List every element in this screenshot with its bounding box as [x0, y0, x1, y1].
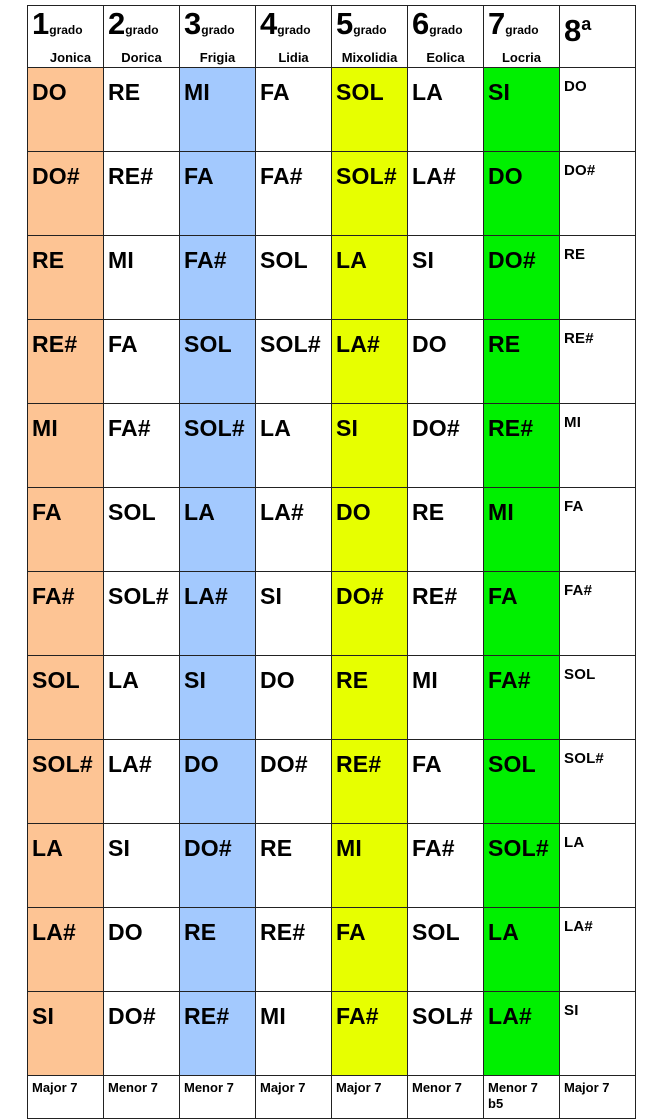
note-label: FA [564, 498, 584, 515]
note-cell [332, 992, 408, 1076]
note-label: FA [184, 163, 214, 189]
chord-quality-label: Major 7 [336, 1080, 382, 1095]
mode-name: Dorica [121, 50, 162, 65]
note-label: MI [32, 415, 58, 441]
note-cell [332, 740, 408, 824]
note-cell [28, 908, 104, 992]
note-label: RE [336, 667, 369, 693]
note-label: DO# [488, 247, 536, 273]
note-cell [180, 152, 256, 236]
mode-name: Locria [501, 50, 541, 65]
chord-quality-row [28, 1076, 636, 1119]
note-cell [484, 656, 560, 740]
note-cell [28, 572, 104, 656]
note-label: MI [488, 499, 514, 525]
chord-quality-label: Menor 7 [108, 1080, 158, 1095]
note-label: LA [488, 919, 520, 945]
chord-quality-cell [104, 1076, 180, 1119]
note-cell [408, 572, 484, 656]
note-row [28, 992, 636, 1076]
note-label: SOL# [488, 835, 549, 861]
note-label: RE# [336, 751, 382, 777]
note-label: FA# [412, 835, 455, 861]
note-cell [484, 68, 560, 152]
note-label: RE# [260, 919, 306, 945]
note-cell [256, 320, 332, 404]
note-label: DO# [260, 751, 308, 777]
note-cell [408, 320, 484, 404]
note-label: RE [412, 499, 445, 525]
note-label: DO [412, 331, 447, 357]
note-cell [484, 992, 560, 1076]
note-label: RE [184, 919, 217, 945]
note-label: SOL [488, 751, 536, 777]
note-cell [560, 236, 636, 320]
mode-name: Frigia [199, 50, 236, 65]
note-cell [104, 656, 180, 740]
note-cell [256, 824, 332, 908]
note-label: DO [184, 751, 219, 777]
note-label: FA [108, 331, 138, 357]
note-label: SI [336, 415, 359, 441]
note-label: RE [108, 79, 141, 105]
note-cell [408, 488, 484, 572]
note-label: SOL [564, 666, 596, 683]
note-cell [104, 236, 180, 320]
degree-number: 6grado [412, 6, 463, 41]
header-cell-degree-4 [256, 6, 332, 68]
note-cell [180, 236, 256, 320]
note-cell [256, 572, 332, 656]
note-label: SOL# [412, 1003, 473, 1029]
note-cell [104, 824, 180, 908]
mode-name: Lidia [278, 50, 309, 65]
note-cell [104, 740, 180, 824]
note-cell [332, 656, 408, 740]
note-label: LA [412, 79, 444, 105]
note-cell [180, 992, 256, 1076]
note-row [28, 152, 636, 236]
note-cell [256, 68, 332, 152]
scale-table-body [28, 6, 636, 1119]
note-label: FA# [108, 415, 151, 441]
note-label: SI [184, 667, 207, 693]
note-label: RE# [412, 583, 458, 609]
note-label: SOL# [564, 750, 604, 767]
note-row [28, 236, 636, 320]
header-cell-degree-5 [332, 6, 408, 68]
note-cell [484, 152, 560, 236]
note-label: SI [32, 1003, 55, 1029]
note-cell [256, 236, 332, 320]
note-cell [408, 824, 484, 908]
note-cell [560, 908, 636, 992]
note-label: FA# [564, 582, 593, 599]
note-cell [256, 488, 332, 572]
note-cell [28, 68, 104, 152]
note-label: DO [260, 667, 295, 693]
note-cell [332, 488, 408, 572]
note-cell [408, 236, 484, 320]
degree-number: 4grado [260, 6, 311, 41]
note-label: SI [108, 835, 131, 861]
note-cell [28, 152, 104, 236]
note-row [28, 572, 636, 656]
note-cell [104, 320, 180, 404]
note-cell [560, 320, 636, 404]
note-row [28, 404, 636, 488]
note-label: MI [336, 835, 362, 861]
note-cell [180, 320, 256, 404]
note-cell [560, 68, 636, 152]
note-label: LA# [108, 751, 153, 777]
note-cell [28, 404, 104, 488]
note-label: SOL [412, 919, 460, 945]
note-label: RE# [184, 1003, 230, 1029]
note-label: LA# [488, 1003, 533, 1029]
note-cell [332, 908, 408, 992]
chord-quality-cell [560, 1076, 636, 1119]
note-cell [332, 320, 408, 404]
note-label: SOL [184, 331, 232, 357]
note-cell [180, 68, 256, 152]
note-cell [28, 320, 104, 404]
note-label: SI [564, 1002, 579, 1019]
header-cell-degree-3 [180, 6, 256, 68]
note-label: FA# [184, 247, 227, 273]
note-label: SOL# [336, 163, 397, 189]
note-cell [408, 908, 484, 992]
note-label: DO# [108, 1003, 156, 1029]
note-label: FA [32, 499, 62, 525]
note-label: SOL# [32, 751, 93, 777]
note-row [28, 488, 636, 572]
note-cell [28, 656, 104, 740]
chord-quality-cell [408, 1076, 484, 1119]
note-cell [180, 656, 256, 740]
header-cell-degree-2 [104, 6, 180, 68]
note-label: SOL [336, 79, 384, 105]
note-row [28, 908, 636, 992]
note-cell [28, 992, 104, 1076]
chord-quality-label: Major 7 [32, 1080, 78, 1095]
note-cell [408, 992, 484, 1076]
header-cell-degree-1 [28, 6, 104, 68]
note-cell [332, 236, 408, 320]
note-cell [104, 572, 180, 656]
note-label: FA# [488, 667, 531, 693]
note-cell [484, 320, 560, 404]
note-cell [104, 908, 180, 992]
note-label: FA [336, 919, 366, 945]
note-label: RE# [32, 331, 78, 357]
note-cell [484, 488, 560, 572]
degree-number: 7grado [488, 6, 539, 41]
header-cell-degree-7 [484, 6, 560, 68]
note-cell [104, 992, 180, 1076]
note-label: MI [564, 414, 582, 431]
note-label: RE# [564, 330, 594, 347]
note-cell [180, 740, 256, 824]
note-label: DO [488, 163, 523, 189]
note-cell [408, 656, 484, 740]
note-cell [484, 824, 560, 908]
header-row [28, 6, 636, 68]
note-label: SOL [260, 247, 308, 273]
chord-quality-label: Menor 7 [412, 1080, 462, 1095]
note-label: LA [336, 247, 368, 273]
note-label: MI [108, 247, 134, 273]
note-label: LA [564, 834, 585, 851]
note-label: FA [260, 79, 290, 105]
note-label: LA [32, 835, 64, 861]
note-cell [256, 656, 332, 740]
note-cell [180, 824, 256, 908]
scale-table [27, 5, 636, 1119]
note-cell [28, 236, 104, 320]
note-label: DO# [32, 163, 80, 189]
note-cell [256, 152, 332, 236]
note-label: LA# [184, 583, 229, 609]
header-cell-octave [560, 6, 636, 68]
chord-quality-label: Major 7 [564, 1080, 610, 1095]
chord-quality-label: Menor 7 [184, 1080, 234, 1095]
note-label: FA# [336, 1003, 379, 1029]
note-label: SOL [108, 499, 156, 525]
note-cell [256, 908, 332, 992]
header-cell-degree-6 [408, 6, 484, 68]
note-label: DO [336, 499, 371, 525]
chord-quality-cell [28, 1076, 104, 1119]
degree-number: 1grado [32, 6, 83, 41]
note-label: SOL [32, 667, 80, 693]
note-cell [28, 488, 104, 572]
note-label: DO# [184, 835, 232, 861]
note-label: LA# [260, 499, 305, 525]
note-cell [408, 740, 484, 824]
note-cell [408, 404, 484, 488]
chord-quality-label: Major 7 [260, 1080, 306, 1095]
note-row [28, 320, 636, 404]
note-row [28, 824, 636, 908]
note-label: SOL# [184, 415, 245, 441]
note-cell [484, 740, 560, 824]
note-label: RE# [108, 163, 154, 189]
note-label: MI [412, 667, 438, 693]
note-label: LA# [32, 919, 77, 945]
note-cell [104, 404, 180, 488]
note-row [28, 656, 636, 740]
note-label: DO [564, 78, 587, 95]
note-label: SI [412, 247, 435, 273]
note-label: FA# [32, 583, 75, 609]
note-label: DO [32, 79, 67, 105]
note-label: MI [260, 1003, 286, 1029]
note-cell [332, 152, 408, 236]
note-cell [180, 488, 256, 572]
note-label: MI [184, 79, 210, 105]
note-label: LA# [336, 331, 381, 357]
chord-quality-label: Menor 7 b5 [488, 1080, 538, 1111]
note-label: FA [488, 583, 518, 609]
degree-number: 8$^a$ [564, 13, 592, 48]
note-label: DO# [336, 583, 384, 609]
chord-quality-cell [332, 1076, 408, 1119]
chord-quality-cell [180, 1076, 256, 1119]
note-cell [332, 68, 408, 152]
note-cell [560, 572, 636, 656]
note-cell [104, 152, 180, 236]
note-cell [104, 68, 180, 152]
note-cell [484, 404, 560, 488]
note-label: SI [488, 79, 511, 105]
note-cell [560, 740, 636, 824]
note-cell [104, 488, 180, 572]
note-label: DO [108, 919, 143, 945]
note-cell [484, 236, 560, 320]
chord-quality-cell [256, 1076, 332, 1119]
note-cell [256, 992, 332, 1076]
note-cell [28, 824, 104, 908]
note-label: LA [108, 667, 140, 693]
note-label: DO# [564, 162, 596, 179]
note-label: LA# [564, 918, 593, 935]
note-cell [332, 572, 408, 656]
note-cell [560, 824, 636, 908]
degree-number: 5grado [336, 6, 387, 41]
note-label: SI [260, 583, 283, 609]
note-label: LA [260, 415, 292, 441]
note-label: FA# [260, 163, 303, 189]
note-label: SOL# [260, 331, 321, 357]
note-label: RE [260, 835, 293, 861]
note-label: RE [564, 246, 586, 263]
note-cell [332, 824, 408, 908]
note-label: FA [412, 751, 442, 777]
note-label: DO# [412, 415, 460, 441]
note-row [28, 740, 636, 824]
mode-name: Jonica [49, 50, 92, 65]
note-row [28, 68, 636, 152]
note-cell [560, 404, 636, 488]
mode-name: Mixolidia [341, 50, 398, 65]
note-label: RE [32, 247, 65, 273]
note-cell [28, 740, 104, 824]
degree-number: 2grado [108, 6, 159, 41]
note-cell [180, 404, 256, 488]
note-label: LA# [412, 163, 457, 189]
note-cell [332, 404, 408, 488]
note-cell [408, 68, 484, 152]
note-cell [180, 572, 256, 656]
note-cell [256, 740, 332, 824]
note-label: LA [184, 499, 216, 525]
note-cell [560, 488, 636, 572]
note-cell [256, 404, 332, 488]
note-label: RE [488, 331, 521, 357]
note-cell [560, 992, 636, 1076]
chord-quality-cell [484, 1076, 560, 1119]
note-cell [560, 152, 636, 236]
note-cell [408, 152, 484, 236]
degree-number: 3grado [184, 6, 235, 41]
note-label: SOL# [108, 583, 169, 609]
mode-name: Eolica [426, 50, 465, 65]
note-cell [484, 908, 560, 992]
note-cell [484, 572, 560, 656]
note-cell [560, 656, 636, 740]
note-cell [180, 908, 256, 992]
note-label: RE# [488, 415, 534, 441]
